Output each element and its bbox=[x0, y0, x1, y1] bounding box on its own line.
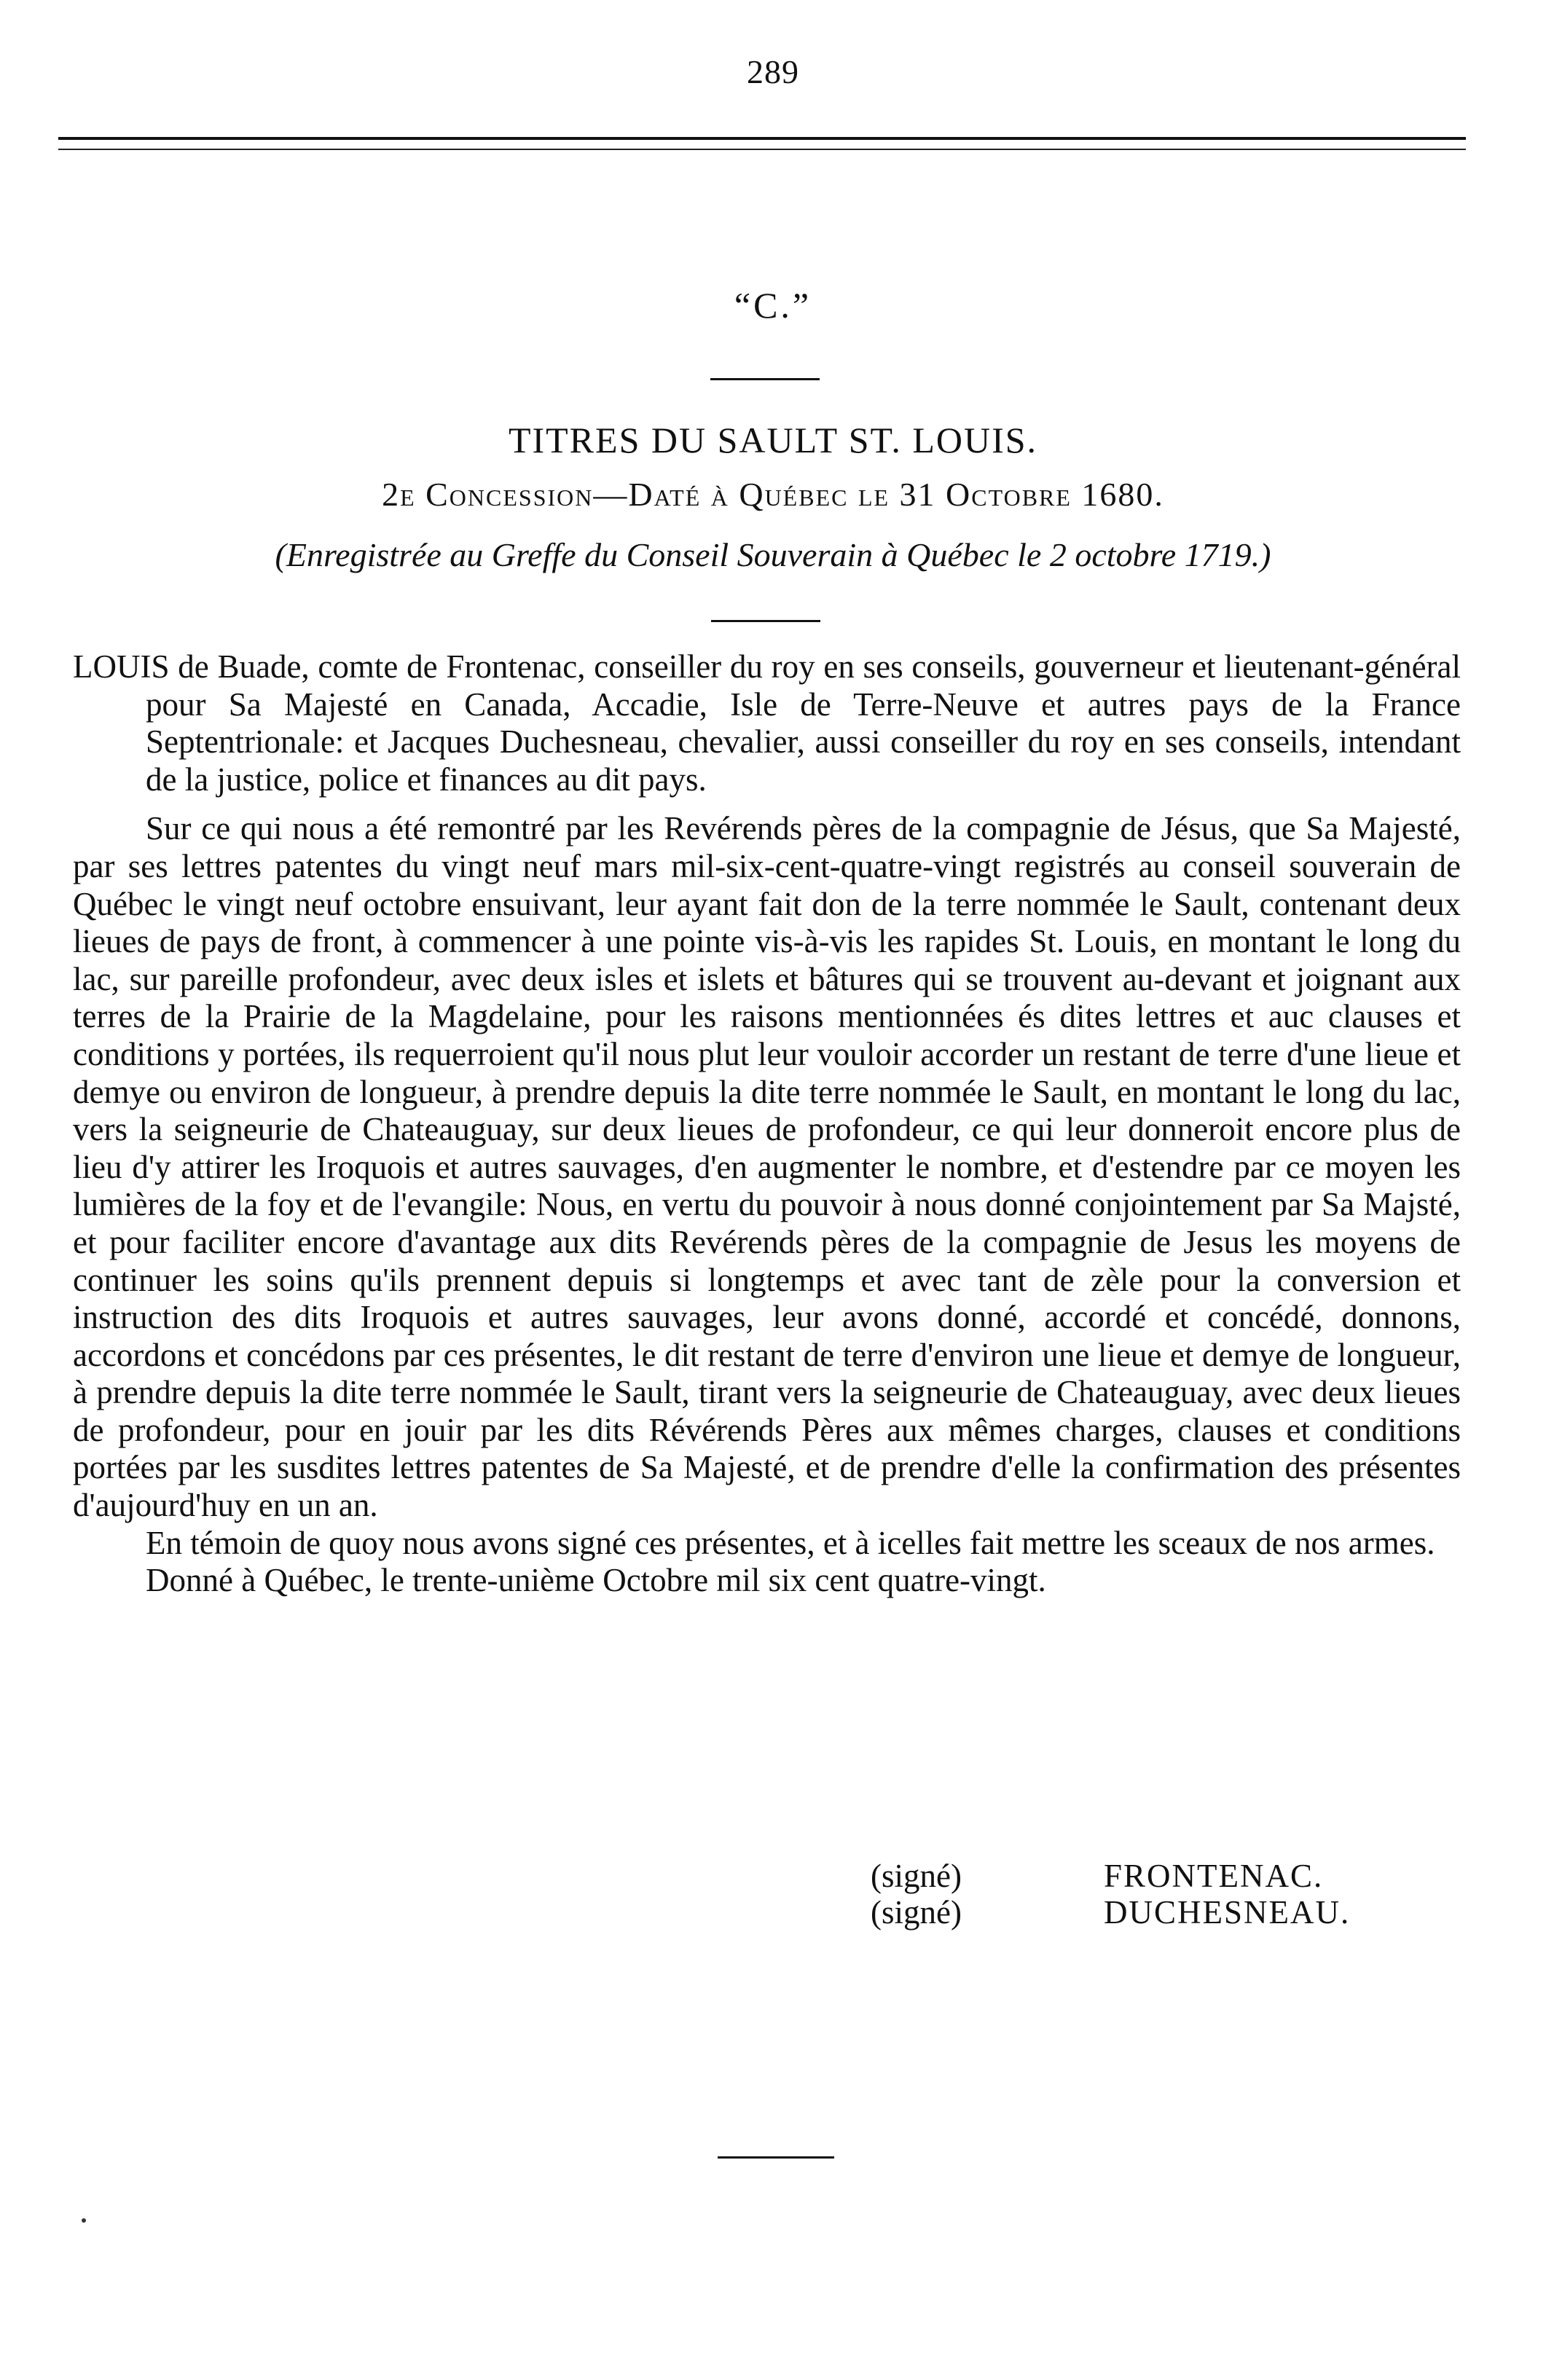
signature-row bbox=[871, 1894, 1453, 1931]
signature-block bbox=[871, 1858, 1453, 1931]
signature-name: FRONTENAC. bbox=[1104, 1858, 1324, 1894]
paragraph-main: Sur ce qui nous a été remontré par les Revérends pères de la compagnie de Jésus, que Sa Majesté, par ses lettres patentes du vingt neuf mars mil-six-cent-quatre-vingt registrés au conseil souverain de Québec le vingt neuf octobre ensuivant, leur ayant fait don de la terre nommée le Sault, contenant deux lieues de pays de front, à commencer à une pointe vis-à-vis les rapides St. Louis, en montant le long du lac, sur pareille profondeur, avec deux isles et islets et bâtures qui se trouvent au-devant et joignant aux terres de la Prairie de la Magdelaine, pour les raisons mentionnées és dites lettres et auc clauses et conditions y portées, ils requerroient qu'il nous plut leur vouloir accorder un restant de terre d'une lieue et demye ou environ de longueur, à prendre depuis la dite terre nommée le Sault, en montant le long du lac, vers la seigneurie de Chateauguay, sur deux lieues de profondeur, ce qui leur donneroit encore plus de lieu d'y attirer les Iroquois et autres sauvages, d'en augmenter le nombre, et d'estendre par ce moyen les lumières de la foy et de l'evangile: Nous, en vertu du pouvoir à nous donné conjointement par Sa Majsté, et pour faciliter encore d'avantage aux dits Revérends pères de la compagnie de Jesus les moyens de continuer les soins qu'ils prennent depuis si longtemps et avec tant de zèle pour la conversion et instruction des dits Iroquois et autres sauvages, leur avons donné, accordé et concédé, donnons, accordons et concédons par ces présentes, le dit restant de terre d'environ une lieue et demye de longueur, à prendre depuis la dite terre nommée le Sault, tirant vers la seigneurie de Chateauguay, avec deux lieues de profondeur, pour en jouir par les dits Révérends Pères aux mêmes charges, clauses et conditions portées par les susdites lettres patentes de Sa Majesté, et de prendre d'elle la confirmation des présentes d'aujourd'huy en un an. bbox=[73, 810, 1461, 1524]
paragraph-given: Donné à Québec, le trente-unième Octobre mil six cent quatre-vingt. bbox=[146, 1562, 1046, 1599]
document-subtitle: 2e Concession—Daté à Québec le 31 Octobre 1680. bbox=[382, 476, 1164, 513]
paragraph-witness: En témoin de quoy nous avons signé ces présentes, et à icelles fait mettre les sceaux de nos armes. bbox=[146, 1524, 1435, 1561]
section-label: “C.” bbox=[734, 285, 812, 326]
registration-note: (Enregistrée au Greffe du Conseil Souverain à Québec le 2 octobre 1719.) bbox=[275, 536, 1271, 573]
signature-signed-label: (signé) bbox=[871, 1894, 962, 1931]
divider-rule bbox=[710, 378, 820, 380]
page-number: 289 bbox=[747, 53, 799, 90]
document-title: TITRES DU SAULT ST. LOUIS. bbox=[508, 420, 1038, 460]
header-rule-top bbox=[58, 137, 1466, 140]
signature-name: DUCHESNEAU. bbox=[1104, 1894, 1351, 1931]
document-body bbox=[73, 648, 1461, 1600]
divider-rule bbox=[711, 620, 820, 622]
header-rule-bottom bbox=[58, 149, 1466, 150]
signature-row bbox=[871, 1858, 1453, 1894]
paragraph-preamble: LOUIS de Buade, comte de Frontenac, conseiller du roy en ses conseils, gouverneur et lieutenant-général pour Sa Majesté en Canada, Accadie, Isle de Terre-Neuve et autres pays de la France Septentrionale: et Jacques Duchesneau, chevalier, aussi conseiller du roy en ses conseils, intendant de la justice, police et finances au dit pays. bbox=[73, 648, 1461, 798]
stray-mark bbox=[82, 2218, 86, 2223]
closing-rule bbox=[718, 2156, 834, 2159]
signature-signed-label: (signé) bbox=[871, 1858, 962, 1894]
